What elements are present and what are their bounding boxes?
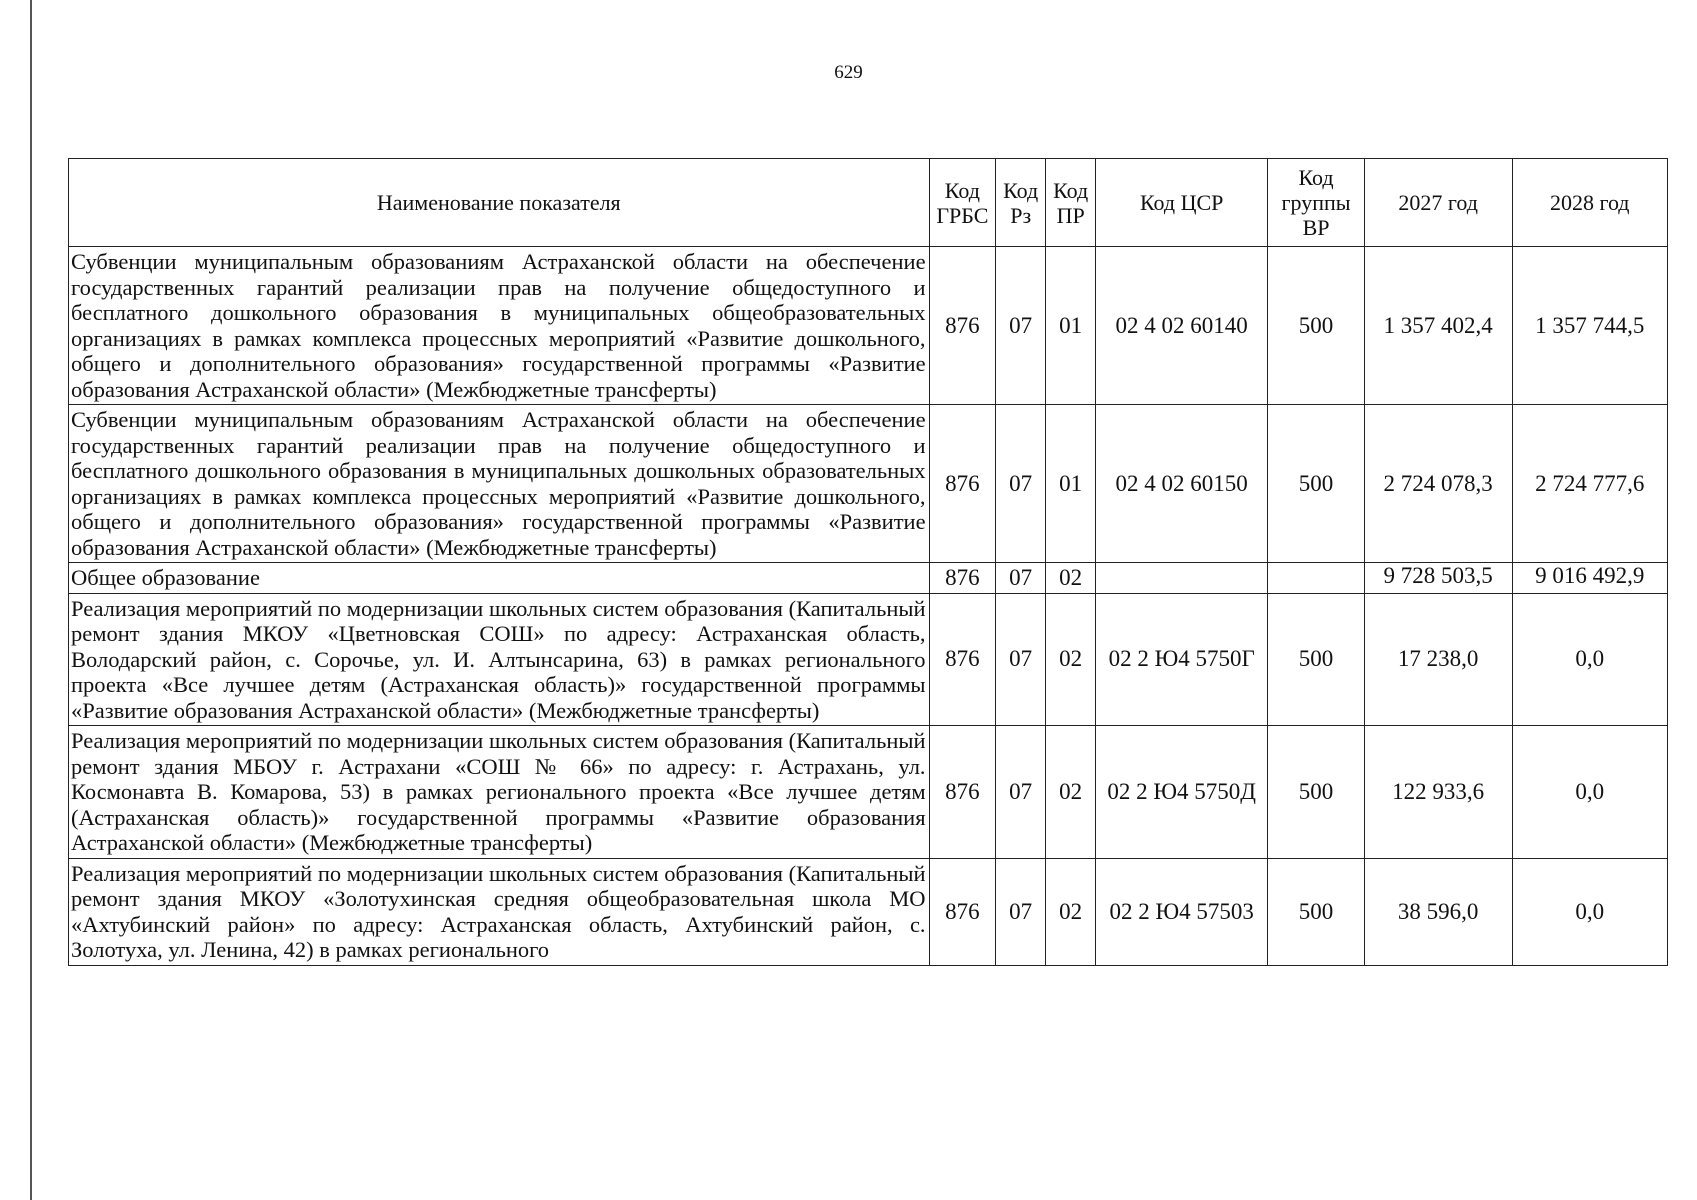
row-pr: 02 (1046, 593, 1096, 726)
row-pr: 01 (1046, 247, 1096, 405)
row-2028: 9 016 492,9 (1512, 563, 1668, 594)
binding-line (30, 0, 32, 1200)
row-csr: 02 2 Ю4 5750Д (1096, 726, 1268, 859)
row-csr: 02 4 02 60140 (1096, 247, 1268, 405)
row-vr: 500 (1268, 858, 1365, 965)
budget-table-container (68, 158, 1668, 966)
table-row (69, 593, 1668, 726)
row-2028: 1 357 744,5 (1512, 247, 1668, 405)
row-2027: 9 728 503,5 (1364, 563, 1512, 594)
row-grbs: 876 (929, 247, 996, 405)
row-rz: 07 (996, 247, 1046, 405)
row-rz: 07 (996, 593, 1046, 726)
header-grbs: Код ГРБС (929, 159, 996, 247)
row-2027: 2 724 078,3 (1364, 405, 1512, 563)
header-rz: Код Рз (996, 159, 1046, 247)
table-header-row (69, 159, 1668, 247)
row-2028: 2 724 777,6 (1512, 405, 1668, 563)
row-name: Субвенции муниципальным образованиям Астраханской области на обеспечение государственных гарантий реализации прав на получение общедоступного и бесплатного дошкольного образования в муниципальных дошкольных образовательных организациях в рамках комплекса процессных мероприятий «Развитие дошкольного, общего и дополнительного образования» государственной программы «Развитие образования Астраханской области» (Межбюджетные трансферты) (69, 405, 930, 563)
row-csr: 02 2 Ю4 57503 (1096, 858, 1268, 965)
row-vr: 500 (1268, 726, 1365, 859)
row-name: Реализация мероприятий по модернизации школьных систем образования (Капитальный ремонт здания МКОУ «Цветновская СОШ» по адресу: Астраханская область, Володарский район, с. Сорочье, ул. И. Алтынсарина, 63) в рамках регионального проекта «Все лучшее детям (Астраханская область)» государственной программы «Развитие образования Астраханской области» (Межбюджетные трансферты) (69, 593, 930, 726)
header-pr: Код ПР (1046, 159, 1096, 247)
row-csr: 02 4 02 60150 (1096, 405, 1268, 563)
row-2027: 122 933,6 (1364, 726, 1512, 859)
row-name: Реализация мероприятий по модернизации школьных систем образования (Капитальный ремонт здания МКОУ «Золотухинская средняя общеобразовательная школа МО «Ахтубинский район» по адресу: Астраханская область, Ахтубинский район, с. Золотуха, ул. Ленина, 42) в рамках регионального (69, 858, 930, 965)
row-rz: 07 (996, 563, 1046, 594)
table-row (69, 858, 1668, 965)
row-vr: 500 (1268, 247, 1365, 405)
row-grbs: 876 (929, 405, 996, 563)
row-vr: 500 (1268, 405, 1365, 563)
row-name: Общее образование (69, 563, 930, 594)
row-rz: 07 (996, 858, 1046, 965)
row-2027: 38 596,0 (1364, 858, 1512, 965)
row-grbs: 876 (929, 593, 996, 726)
header-csr: Код ЦСР (1096, 159, 1268, 247)
row-name: Реализация мероприятий по модернизации школьных систем образования (Капитальный ремонт здания МБОУ г. Астрахани «СОШ № 66» по адресу: г. Астрахань, ул. Космонавта В. Комарова, 53) в рамках регионального проекта «Все лучшее детям (Астраханская область)» государственной программы «Развитие образования Астраханской области» (Межбюджетные трансферты) (69, 726, 930, 859)
table-row-subtotal (69, 563, 1668, 594)
row-rz: 07 (996, 405, 1046, 563)
header-2028: 2028 год (1512, 159, 1668, 247)
row-name: Субвенции муниципальным образованиям Астраханской области на обеспечение государственных гарантий реализации прав на получение общедоступного и бесплатного дошкольного образования в муниципальных общеобразовательных организациях в рамках комплекса процессных мероприятий «Развитие дошкольного, общего и дополнительного образования» государственной программы «Развитие образования Астраханской области» (Межбюджетные трансферты) (69, 247, 930, 405)
row-2028: 0,0 (1512, 858, 1668, 965)
header-2027: 2027 год (1364, 159, 1512, 247)
row-2027: 1 357 402,4 (1364, 247, 1512, 405)
header-vr: Код группы ВР (1268, 159, 1365, 247)
table-row (69, 247, 1668, 405)
row-2028: 0,0 (1512, 726, 1668, 859)
row-2027: 17 238,0 (1364, 593, 1512, 726)
row-pr: 02 (1046, 858, 1096, 965)
row-pr: 01 (1046, 405, 1096, 563)
row-pr: 02 (1046, 726, 1096, 859)
row-csr: 02 2 Ю4 5750Г (1096, 593, 1268, 726)
budget-table (68, 158, 1668, 966)
row-pr: 02 (1046, 563, 1096, 594)
page-number: 629 (834, 62, 863, 83)
row-vr (1268, 563, 1365, 594)
row-rz: 07 (996, 726, 1046, 859)
row-grbs: 876 (929, 563, 996, 594)
row-csr (1096, 563, 1268, 594)
row-grbs: 876 (929, 726, 996, 859)
table-row (69, 405, 1668, 563)
table-row (69, 726, 1668, 859)
row-vr: 500 (1268, 593, 1365, 726)
header-name: Наименование показателя (69, 159, 930, 247)
row-grbs: 876 (929, 858, 996, 965)
row-2028: 0,0 (1512, 593, 1668, 726)
